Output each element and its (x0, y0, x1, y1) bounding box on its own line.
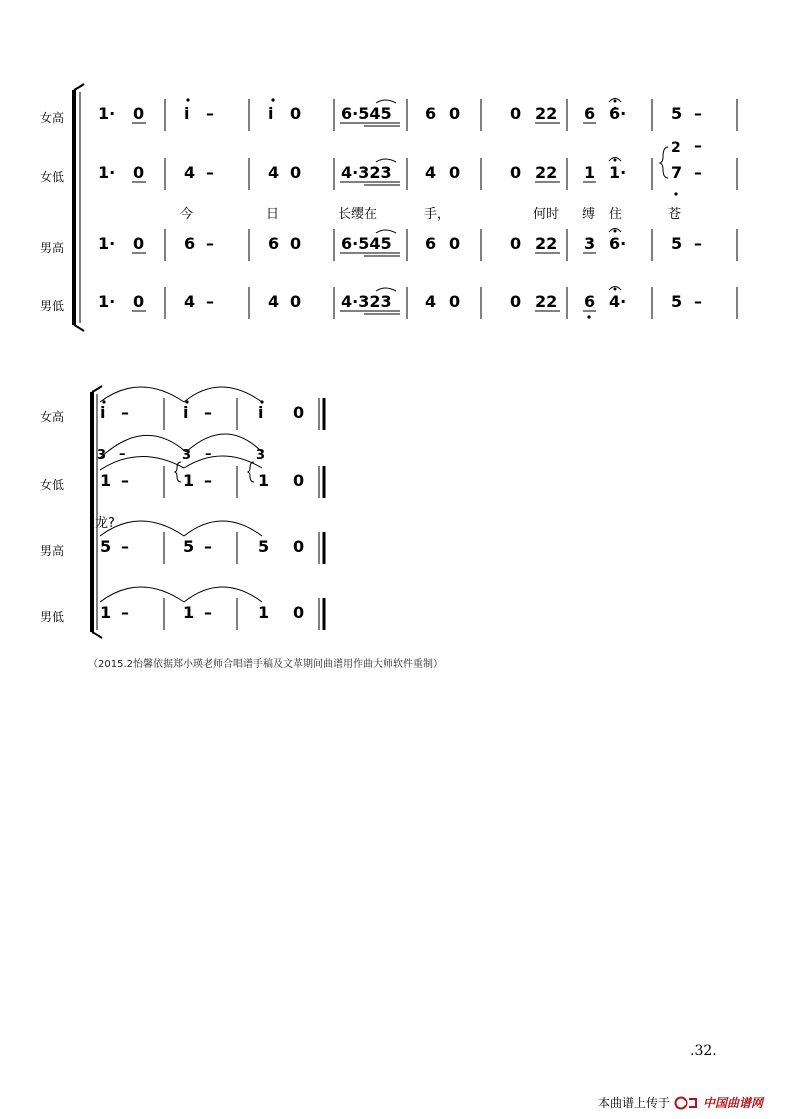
note: 0 (293, 403, 305, 422)
note: 1 (258, 471, 270, 490)
footer-prefix: 本曲谱上传于 (598, 1096, 671, 1110)
note: – (694, 292, 702, 311)
note: 0 (449, 104, 461, 123)
note: 0 (293, 471, 305, 490)
divisi-note: 2 (671, 140, 681, 156)
note: 0 (290, 234, 302, 253)
divisi-dash: – (694, 136, 702, 155)
note: 1· (98, 234, 116, 253)
footer-site-link[interactable]: 中国曲谱网 (703, 1096, 764, 1110)
part-label-alto: 女低 (40, 170, 65, 184)
note: 0 (290, 104, 302, 123)
site-logo-icon (674, 1096, 700, 1110)
note: 4 (184, 292, 196, 311)
note: 6· (609, 104, 627, 123)
note: 4·323 (341, 292, 392, 311)
note: 1 (100, 471, 112, 490)
note: 6 (184, 234, 196, 253)
note: 6· (609, 234, 627, 253)
note: 1 (100, 603, 112, 622)
note: 5 (671, 104, 683, 123)
note: 5 (183, 537, 195, 556)
note: 1· (98, 292, 116, 311)
note: 6 (425, 104, 437, 123)
note: – (204, 603, 212, 622)
note: – (121, 537, 129, 556)
note: 22 (535, 104, 558, 123)
note: – (206, 163, 214, 182)
note: – (694, 163, 702, 182)
part-label-tenor: 男高 (40, 241, 65, 255)
lyric: 今 (180, 207, 194, 222)
credit-note: （2015.2怡馨依据郑小瑛老师合唱谱手稿及文革期间曲谱用作曲大师软件重制） (88, 659, 443, 670)
note: i (268, 104, 274, 123)
note: 5 (258, 537, 270, 556)
note: 0 (449, 292, 461, 311)
divisi-note: 3 (182, 448, 192, 463)
note: 1 (584, 163, 596, 182)
note: i (258, 403, 264, 422)
footer (598, 1094, 763, 1111)
note: 0 (133, 234, 145, 253)
note: 0 (133, 292, 145, 311)
note: 6 (268, 234, 280, 253)
note: 0 (293, 537, 305, 556)
note: 0 (510, 234, 522, 253)
note: 4 (268, 292, 280, 311)
note: 7 (671, 163, 683, 182)
note: 0 (290, 163, 302, 182)
note: 1 (258, 603, 270, 622)
part-label-bass: 男低 (40, 299, 65, 313)
lyric: 日 (266, 207, 280, 222)
note: – (121, 603, 129, 622)
note: 0 (510, 292, 522, 311)
note: – (206, 292, 214, 311)
note: 6 (425, 234, 437, 253)
note: 1 (183, 603, 195, 622)
note: – (694, 234, 702, 253)
note: 4·323 (341, 163, 392, 182)
note: 4· (609, 292, 627, 311)
note: 5 (671, 234, 683, 253)
note: 6 (584, 292, 596, 311)
divisi-dash: – (119, 447, 126, 462)
page-number: .32. (690, 1043, 717, 1059)
note: 0 (510, 104, 522, 123)
lyric: 何时 (533, 207, 560, 222)
note: 1· (609, 163, 627, 182)
note: 0 (290, 292, 302, 311)
note: – (121, 471, 129, 490)
lyric: 长缨在 (338, 207, 378, 222)
note: 4 (425, 292, 437, 311)
lyric: 龙? (95, 516, 115, 531)
note: 5 (100, 537, 112, 556)
note: 0 (449, 234, 461, 253)
note: 4 (184, 163, 196, 182)
note: i (184, 104, 190, 123)
note: 0 (293, 603, 305, 622)
note: 22 (535, 234, 558, 253)
note: 0 (449, 163, 461, 182)
part-label-alto: 女低 (40, 478, 65, 492)
lyric: 住 (609, 207, 623, 222)
note: – (204, 537, 212, 556)
part-label-soprano: 女高 (40, 410, 65, 424)
note: i (183, 403, 189, 422)
note: – (206, 104, 214, 123)
note: 4 (268, 163, 280, 182)
note: 1 (183, 471, 195, 490)
part-label-tenor: 男高 (40, 544, 65, 558)
note: 6·545 (341, 234, 392, 253)
note: 0 (133, 163, 145, 182)
note: 22 (535, 292, 558, 311)
note: 6·545 (341, 104, 392, 123)
note: 4 (425, 163, 437, 182)
divisi-note: 3 (256, 448, 266, 463)
lyric: 苍 (668, 207, 682, 222)
note: 5 (671, 292, 683, 311)
note: – (204, 403, 212, 422)
note: 6 (584, 104, 596, 123)
divisi-note: 3 (97, 448, 107, 463)
note: – (206, 234, 214, 253)
note: 1· (98, 163, 116, 182)
lyric: 手， (424, 207, 451, 222)
note: 0 (133, 104, 145, 123)
note: – (694, 104, 702, 123)
part-label-soprano: 女高 (40, 111, 65, 125)
divisi-dash: – (205, 447, 212, 462)
note: – (121, 403, 129, 422)
note: – (204, 471, 212, 490)
note: 0 (510, 163, 522, 182)
note: 1· (98, 104, 116, 123)
note: i (100, 403, 106, 422)
note: 3 (584, 234, 596, 253)
note: 22 (535, 163, 558, 182)
lyric: 缚 (582, 207, 596, 222)
part-label-bass: 男低 (40, 610, 65, 624)
